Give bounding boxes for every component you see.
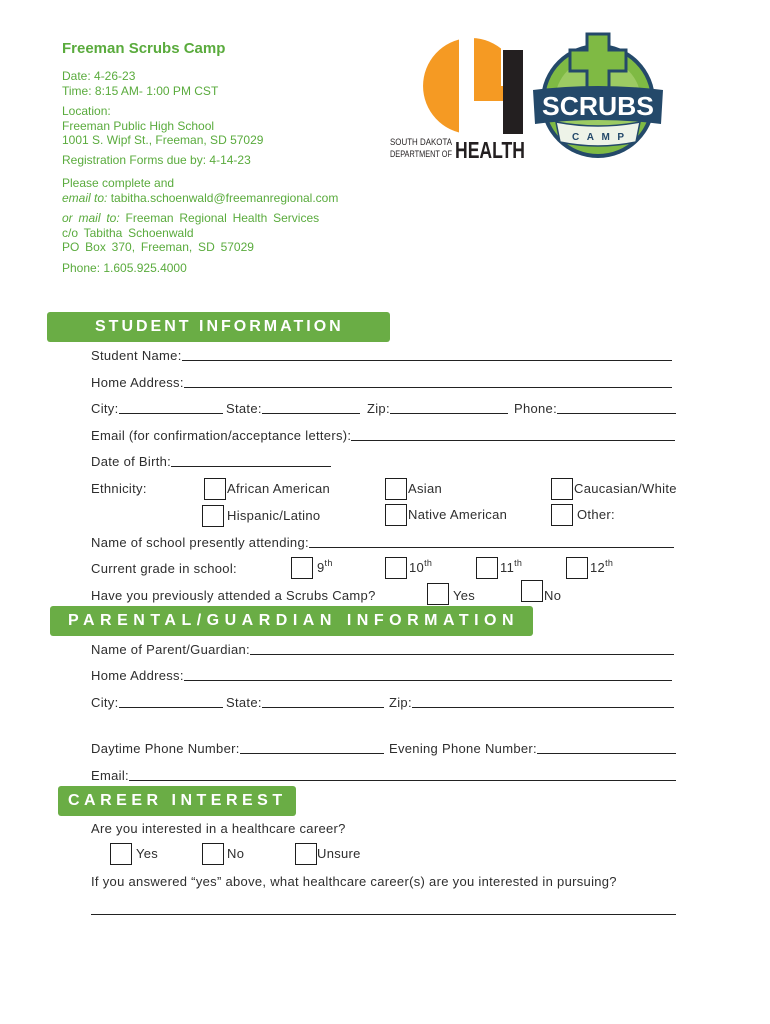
grade-label: Current grade in school: bbox=[91, 561, 237, 576]
date-of-birth-input[interactable] bbox=[171, 453, 331, 467]
student-address-label: Home Address: bbox=[91, 375, 184, 390]
guardian-name-input[interactable] bbox=[250, 641, 674, 655]
email-prefix: email to: bbox=[62, 191, 108, 205]
camp-title: Freeman Scrubs Camp bbox=[62, 40, 226, 57]
previous-yes-checkbox[interactable] bbox=[427, 583, 449, 605]
grade-option-11[interactable] bbox=[476, 557, 522, 579]
grade-11-number: 11 bbox=[500, 560, 515, 575]
native-american-label: Native American bbox=[408, 507, 508, 522]
grade-option-10[interactable] bbox=[385, 557, 432, 579]
hispanic-latino-checkbox[interactable] bbox=[202, 505, 224, 527]
doh-white-cutout bbox=[474, 101, 504, 137]
asian-label: Asian bbox=[408, 481, 443, 496]
contact-phone: Phone: 1.605.925.4000 bbox=[62, 261, 187, 275]
grade-12-suffix: th bbox=[605, 558, 614, 568]
career-option-unsure[interactable] bbox=[295, 843, 361, 865]
caucasian-white-checkbox[interactable] bbox=[551, 478, 573, 500]
student-zip-field bbox=[367, 401, 508, 417]
student-phone-label: Phone: bbox=[514, 401, 558, 416]
student-zip-label: Zip: bbox=[367, 401, 390, 416]
grade-10-suffix: th bbox=[424, 558, 433, 568]
asian-checkbox[interactable] bbox=[385, 478, 407, 500]
registration-due-date: Registration Forms due by: 4-14-23 bbox=[62, 153, 251, 167]
previous-yes-label: Yes bbox=[453, 588, 476, 603]
mail-attention: c/o Tabitha Schoenwald bbox=[62, 226, 194, 240]
guardian-address-label: Home Address: bbox=[91, 668, 184, 683]
previous-no-checkbox[interactable] bbox=[521, 580, 543, 602]
career-yes-label: Yes bbox=[136, 846, 159, 861]
career-question: Are you interested in a healthcare career? bbox=[91, 821, 346, 836]
mail-organization: Freeman Regional Health Services bbox=[125, 211, 320, 225]
email-instruction bbox=[62, 191, 338, 205]
career-option-no[interactable] bbox=[202, 843, 244, 865]
career-followup-answer-input[interactable] bbox=[91, 901, 676, 915]
other-label: Other: bbox=[577, 507, 615, 522]
student-name-field bbox=[91, 348, 672, 364]
career-followup-question: If you answered “yes” above, what healthcare career(s) are you interested in pursuing? bbox=[91, 874, 617, 889]
student-city-input[interactable] bbox=[119, 400, 224, 414]
doh-logo-word: HEALTH bbox=[455, 137, 525, 163]
student-address-input[interactable] bbox=[184, 374, 672, 388]
grade-option-12[interactable] bbox=[566, 557, 613, 579]
badge-word: SCRUBS bbox=[542, 91, 654, 121]
previous-attendance-no[interactable] bbox=[521, 580, 561, 602]
career-yes-checkbox[interactable] bbox=[110, 843, 132, 865]
school-name-label: Name of school presently attending: bbox=[91, 535, 309, 550]
guardian-state-input[interactable] bbox=[262, 694, 384, 708]
guardian-name-label: Name of Parent/Guardian: bbox=[91, 642, 250, 657]
guardian-email-input[interactable] bbox=[129, 767, 676, 781]
mail-po-box: PO Box 370, Freeman, SD 57029 bbox=[62, 240, 254, 254]
school-name-input[interactable] bbox=[309, 534, 674, 548]
african-american-label: African American bbox=[227, 481, 331, 496]
student-city-field bbox=[91, 401, 223, 417]
badge-ribbon bbox=[556, 122, 640, 146]
guardian-state-field bbox=[226, 695, 384, 711]
grade-11-suffix: th bbox=[514, 558, 523, 568]
daytime-phone-label: Daytime Phone Number: bbox=[91, 741, 240, 756]
ethnicity-label: Ethnicity: bbox=[91, 481, 147, 496]
grade-11-label bbox=[500, 560, 522, 576]
student-information-heading: STUDENT INFORMATION bbox=[47, 312, 390, 342]
student-phone-input[interactable] bbox=[557, 400, 676, 414]
native-american-checkbox[interactable] bbox=[385, 504, 407, 526]
badge-subword: CAMP bbox=[572, 132, 624, 143]
doh-logo-line2: DEPARTMENT OF bbox=[390, 149, 453, 159]
guardian-zip-input[interactable] bbox=[412, 694, 674, 708]
guardian-name-field bbox=[91, 642, 674, 658]
ethnicity-option-african-american[interactable] bbox=[204, 478, 330, 500]
student-email-label: Email (for confirmation/acceptance letters): bbox=[91, 428, 352, 443]
student-state-label: State: bbox=[226, 401, 262, 416]
student-name-label: Student Name: bbox=[91, 348, 182, 363]
previous-attendance-label: Have you previously attended a Scrubs Camp? bbox=[91, 588, 376, 603]
ethnicity-option-other[interactable] bbox=[551, 504, 615, 526]
grade-12-checkbox[interactable] bbox=[566, 557, 588, 579]
scrubs-camp-logo bbox=[528, 30, 670, 162]
school-name-field bbox=[91, 535, 674, 551]
ethnicity-option-caucasian-white[interactable] bbox=[551, 478, 677, 500]
mail-prefix: or mail to: bbox=[62, 211, 120, 225]
grade-9-label bbox=[317, 560, 333, 576]
grade-9-number: 9 bbox=[317, 560, 325, 575]
evening-phone-field bbox=[389, 741, 676, 757]
grade-10-number: 10 bbox=[409, 560, 425, 575]
career-interest-heading: CAREER INTEREST bbox=[58, 786, 296, 816]
location-label: Location: bbox=[62, 104, 111, 118]
evening-phone-input[interactable] bbox=[537, 740, 676, 754]
location-address: 1001 S. Wipf St., Freeman, SD 57029 bbox=[62, 133, 264, 147]
daytime-phone-input[interactable] bbox=[240, 740, 384, 754]
guardian-address-field bbox=[91, 668, 672, 684]
grade-option-9[interactable] bbox=[291, 557, 333, 579]
guardian-email-label: Email: bbox=[91, 768, 129, 783]
location-name: Freeman Public High School bbox=[62, 119, 215, 133]
career-unsure-checkbox[interactable] bbox=[295, 843, 317, 865]
student-email-input[interactable] bbox=[351, 427, 675, 441]
career-unsure-label: Unsure bbox=[317, 846, 361, 861]
guardian-address-input[interactable] bbox=[184, 667, 672, 681]
other-checkbox[interactable] bbox=[551, 504, 573, 526]
career-option-yes[interactable] bbox=[110, 843, 158, 865]
date-of-birth-field bbox=[91, 454, 331, 470]
event-time: Time: 8:15 AM- 1:00 PM CST bbox=[62, 84, 219, 98]
ethnicity-option-native-american[interactable] bbox=[385, 504, 507, 526]
grade-12-label bbox=[590, 560, 613, 576]
grade-12-number: 12 bbox=[590, 560, 606, 575]
student-state-input[interactable] bbox=[262, 400, 360, 414]
grade-11-checkbox[interactable] bbox=[476, 557, 498, 579]
student-zip-input[interactable] bbox=[390, 400, 508, 414]
guardian-city-input[interactable] bbox=[119, 694, 224, 708]
student-phone-field bbox=[514, 401, 676, 417]
guardian-zip-field bbox=[389, 695, 674, 711]
daytime-phone-field bbox=[91, 741, 384, 757]
doh-black-bar bbox=[503, 50, 523, 134]
date-of-birth-label: Date of Birth: bbox=[91, 454, 172, 469]
student-email-field bbox=[91, 428, 675, 444]
grade-10-checkbox[interactable] bbox=[385, 557, 407, 579]
grade-9-checkbox[interactable] bbox=[291, 557, 313, 579]
career-no-label: No bbox=[227, 846, 245, 861]
guardian-email-field bbox=[91, 768, 676, 784]
mail-instruction bbox=[62, 211, 319, 225]
career-no-checkbox[interactable] bbox=[202, 843, 224, 865]
grade-9-suffix: th bbox=[324, 558, 333, 568]
guardian-information-heading: PARENTAL/GUARDIAN INFORMATION bbox=[50, 606, 533, 636]
doh-white-stripe bbox=[459, 36, 474, 136]
ethnicity-option-asian[interactable] bbox=[385, 478, 442, 500]
previous-no-label: No bbox=[544, 588, 562, 603]
ethnicity-option-hispanic-latino[interactable] bbox=[202, 505, 320, 527]
student-city-label: City: bbox=[91, 401, 119, 416]
evening-phone-label: Evening Phone Number: bbox=[389, 741, 537, 756]
guardian-city-field bbox=[91, 695, 223, 711]
caucasian-white-label: Caucasian/White bbox=[574, 481, 677, 496]
guardian-state-label: State: bbox=[226, 695, 262, 710]
grade-10-label bbox=[409, 560, 432, 576]
email-address-link[interactable]: tabitha.schoenwald@freemanregional.com bbox=[110, 191, 339, 205]
doh-logo-line1: SOUTH DAKOTA bbox=[390, 137, 452, 147]
event-date: Date: 4-26-23 bbox=[62, 69, 136, 83]
african-american-checkbox[interactable] bbox=[204, 478, 226, 500]
student-state-field bbox=[226, 401, 360, 417]
sd-department-of-health-logo bbox=[385, 34, 530, 162]
previous-attendance-yes[interactable] bbox=[427, 583, 475, 605]
please-complete-text: Please complete and bbox=[62, 176, 175, 190]
hispanic-latino-label: Hispanic/Latino bbox=[227, 508, 321, 523]
guardian-zip-label: Zip: bbox=[389, 695, 412, 710]
student-name-input[interactable] bbox=[182, 347, 672, 361]
student-address-field bbox=[91, 375, 672, 391]
guardian-city-label: City: bbox=[91, 695, 119, 710]
